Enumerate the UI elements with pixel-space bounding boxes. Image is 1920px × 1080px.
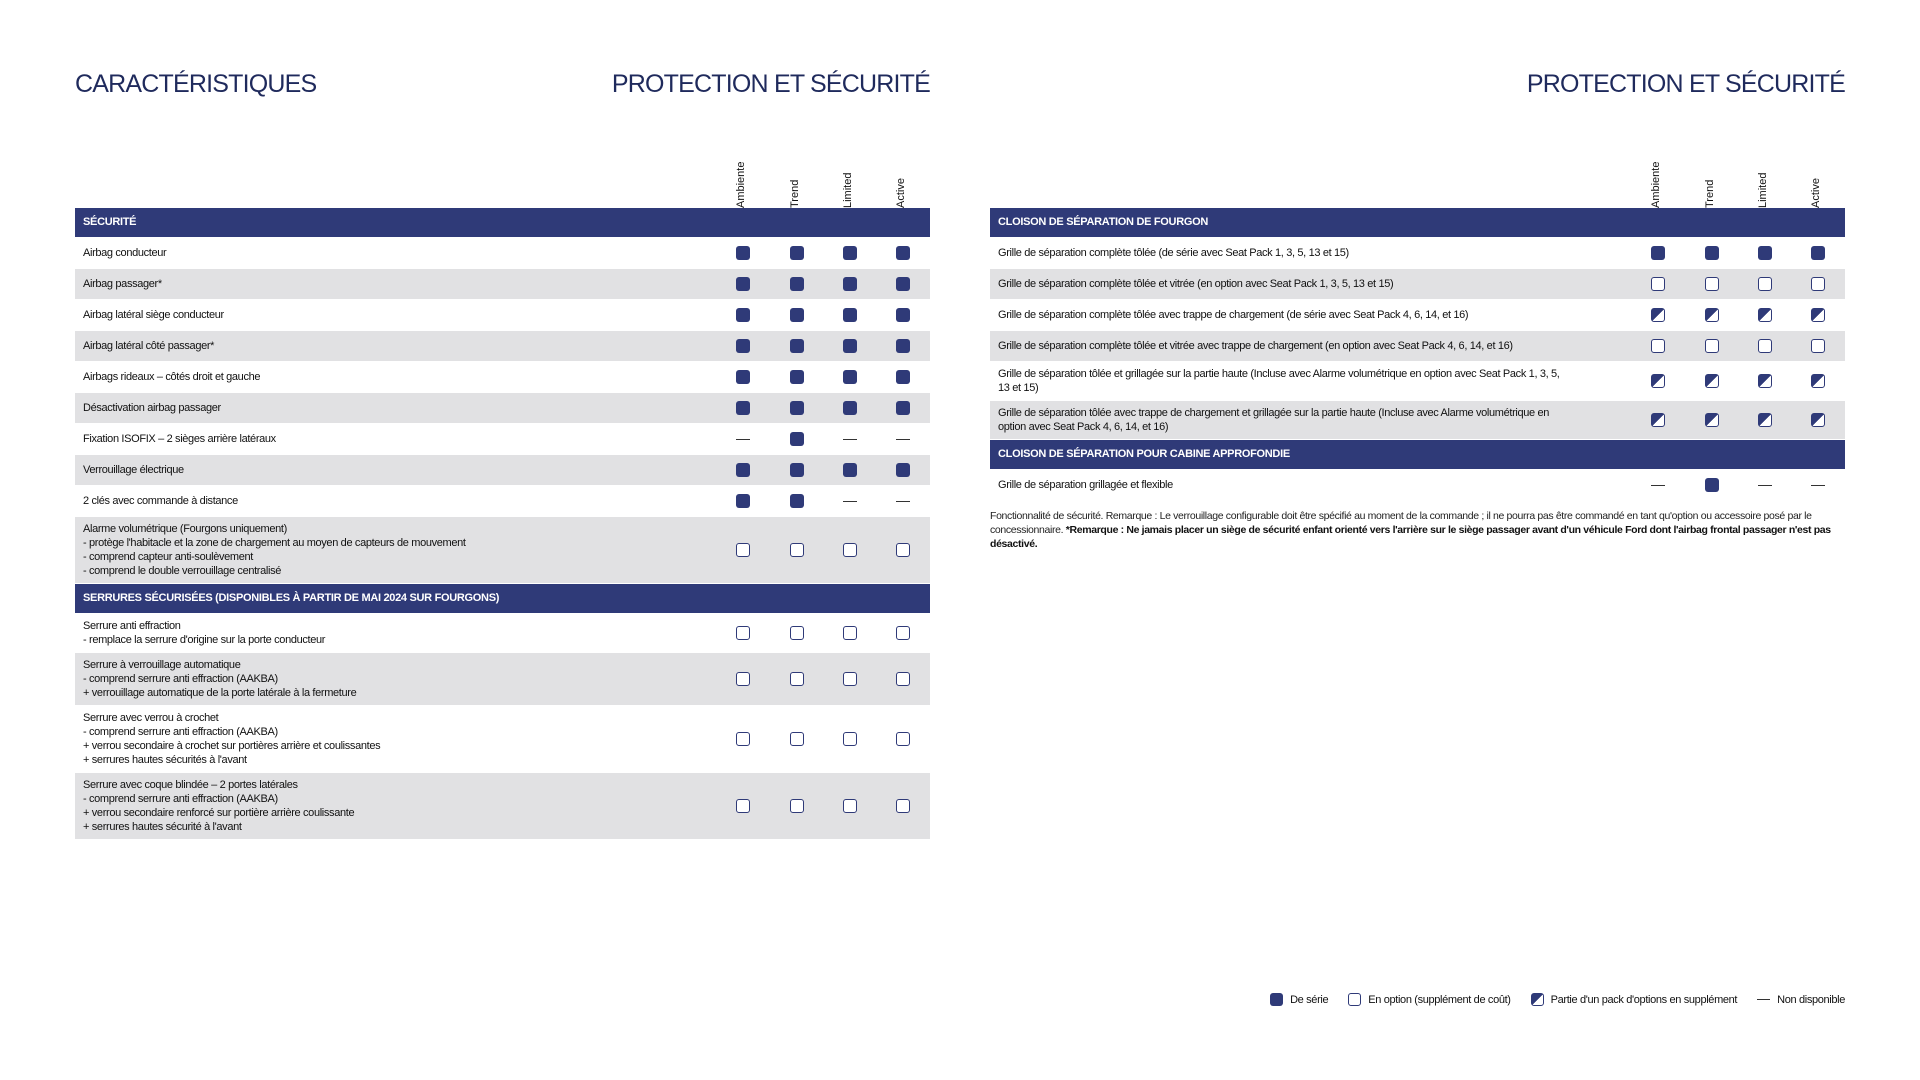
page-heading: CARACTÉRISTIQUES (75, 70, 317, 98)
feature-row (75, 393, 930, 424)
optional-empty-square-icon (843, 672, 857, 686)
feature-row (75, 706, 930, 773)
column-header-label: Limited (842, 172, 854, 208)
feature-label: Airbag latéral côté passager* (83, 340, 215, 352)
pack-half-filled-square-icon (1651, 374, 1665, 388)
feature-label: Serrure anti effraction - remplace la serrure d'origine sur la porte conducteur (83, 620, 326, 646)
optional-empty-square-icon (896, 732, 910, 746)
feature-label: Désactivation airbag passager (83, 402, 221, 414)
standard-filled-square-icon (843, 370, 857, 384)
optional-empty-square-icon (896, 626, 910, 640)
standard-filled-square-icon (896, 370, 910, 384)
standard-filled-square-icon (896, 463, 910, 477)
optional-empty-square-icon (736, 543, 750, 557)
column-header-limited (1758, 150, 1772, 208)
feature-label: Grille de séparation tôlée avec trappe de chargement et grillagée sur la partie haute (Incluse avec Alarme volumétrique en option avec Seat Pack 4, 6, 14, et 16) (998, 407, 1550, 433)
optional-empty-square-icon (843, 732, 857, 746)
feature-label: Airbag latéral siège conducteur (83, 309, 224, 321)
pack-half-filled-square-icon (1811, 374, 1825, 388)
feature-row (75, 238, 930, 269)
column-header-label: Active (1810, 178, 1822, 208)
column-headers (990, 150, 1845, 208)
legend-item (1270, 993, 1328, 1006)
column-header-ambiente (736, 150, 750, 208)
feature-label: Airbag passager* (83, 278, 162, 290)
feature-row (75, 773, 930, 840)
pack-half-filled-square-icon (1811, 413, 1825, 427)
pack-half-filled-square-icon (1705, 374, 1719, 388)
column-header-active (1811, 150, 1825, 208)
feature-label: Alarme volumétrique (Fourgons uniquement) - protège l'habitacle et la zone de chargement au moyen de capteurs de mouvement - comprend capteur anti-soulèvement - comprend le double verrouillage centralisé (83, 523, 466, 577)
standard-filled-square-icon (1270, 993, 1283, 1006)
standard-filled-square-icon (896, 277, 910, 291)
feature-row (990, 269, 1845, 300)
feature-row (990, 470, 1845, 501)
standard-filled-square-icon (736, 308, 750, 322)
feature-row (990, 238, 1845, 269)
standard-filled-square-icon (843, 277, 857, 291)
standard-filled-square-icon (790, 401, 804, 415)
standard-filled-square-icon (843, 401, 857, 415)
feature-row (75, 486, 930, 517)
optional-empty-square-icon (1811, 339, 1825, 353)
standard-filled-square-icon (896, 308, 910, 322)
column-header-limited (843, 150, 857, 208)
left-page-title: PROTECTION ET SÉCURITÉ (611, 70, 930, 98)
legend-label: Partie d'un pack d'options en supplément (1550, 993, 1738, 1006)
standard-filled-square-icon (843, 246, 857, 260)
pack-half-filled-square-icon (1531, 993, 1544, 1006)
standard-filled-square-icon (896, 339, 910, 353)
not-available-dash-icon (1811, 485, 1825, 486)
feature-label: Serrure à verrouillage automatique - comprend serrure anti effraction (AAKBA) + verrouillage automatique de la porte latérale à la fermeture (83, 659, 357, 699)
feature-row (990, 362, 1845, 401)
standard-filled-square-icon (843, 339, 857, 353)
legend-label: De série (1290, 993, 1329, 1006)
pack-half-filled-square-icon (1758, 308, 1772, 322)
optional-empty-square-icon (790, 799, 804, 813)
standard-filled-square-icon (896, 401, 910, 415)
left-feature-table (75, 150, 930, 840)
standard-filled-square-icon (736, 401, 750, 415)
legend-label: Non disponible (1777, 993, 1845, 1006)
standard-filled-square-icon (1705, 246, 1719, 260)
feature-label: 2 clés avec commande à distance (83, 495, 238, 507)
standard-filled-square-icon (736, 339, 750, 353)
standard-filled-square-icon (1758, 246, 1772, 260)
right-feature-table (990, 150, 1845, 551)
pack-half-filled-square-icon (1811, 308, 1825, 322)
feature-label: Grille de séparation tôlée et grillagée sur la partie haute (Incluse avec Alarme volumétrique en option avec Seat Pack 1, 3, 5, 13 et 15) (998, 368, 1560, 394)
column-header-label: Ambiente (1650, 161, 1662, 208)
legend (1250, 993, 1845, 1006)
optional-empty-square-icon (790, 672, 804, 686)
feature-label: Serrure avec coque blindée – 2 portes latérales - comprend serrure anti effraction (AAKBA) + verrou secondaire renforcé sur portière arrière coulissante + serrures hautes sécurité à l'avant (83, 779, 355, 833)
feature-label: Grille de séparation complète tôlée avec trappe de chargement (de série avec Seat Pack 4, 6, 14, et 16) (998, 309, 1469, 321)
standard-filled-square-icon (843, 463, 857, 477)
optional-empty-square-icon (896, 543, 910, 557)
not-available-dash-icon (1758, 485, 1772, 486)
standard-filled-square-icon (790, 463, 804, 477)
feature-row (75, 300, 930, 331)
feature-row (75, 269, 930, 300)
not-available-dash-icon (736, 439, 750, 440)
feature-row (75, 614, 930, 653)
not-available-dash-icon (896, 501, 910, 502)
optional-empty-square-icon (736, 626, 750, 640)
optional-empty-square-icon (1758, 339, 1772, 353)
feature-row (75, 362, 930, 393)
standard-filled-square-icon (790, 494, 804, 508)
standard-filled-square-icon (736, 370, 750, 384)
column-header-label: Active (895, 178, 907, 208)
feature-label: Grille de séparation complète tôlée (de série avec Seat Pack 1, 3, 5, 13 et 15) (998, 247, 1349, 259)
optional-empty-square-icon (790, 543, 804, 557)
feature-label: Serrure avec verrou à crochet - comprend serrure anti effraction (AAKBA) + verrou secondaire à crochet sur portières arrière et coulissantes + serrures hautes sécurités à l'avant (83, 712, 381, 766)
standard-filled-square-icon (843, 308, 857, 322)
feature-row (990, 331, 1845, 362)
not-available-dash-icon (1757, 999, 1770, 1000)
footnote-warning: *Remarque : Ne jamais placer un siège de sécurité enfant orienté vers l'arrière sur le siège passager avant d'un véhicule Ford dont l'airbag frontal passager n'est pas désactivé. (990, 524, 1831, 550)
pack-half-filled-square-icon (1758, 374, 1772, 388)
optional-empty-square-icon (736, 799, 750, 813)
feature-row (75, 424, 930, 455)
footnote-text: Fonctionnalité de sécurité. Remarque : Le verrouillage configurable doit être spécifié au moment de la commande ; il ne pourra pas être commandé en tant qu'option ou accessoire posé par le concessionnaire. (990, 510, 1812, 536)
optional-empty-square-icon (1758, 277, 1772, 291)
feature-label: Grille de séparation grillagée et flexible (998, 479, 1173, 491)
feature-row (75, 653, 930, 706)
optional-empty-square-icon (790, 626, 804, 640)
standard-filled-square-icon (896, 246, 910, 260)
optional-empty-square-icon (736, 672, 750, 686)
optional-empty-square-icon (843, 626, 857, 640)
feature-label: Airbag conducteur (83, 247, 167, 259)
feature-row (75, 517, 930, 584)
section-header: CLOISON DE SÉPARATION POUR CABINE APPROFONDIE (990, 440, 1845, 470)
standard-filled-square-icon (790, 370, 804, 384)
not-available-dash-icon (1651, 485, 1665, 486)
optional-empty-square-icon (843, 543, 857, 557)
not-available-dash-icon (843, 501, 857, 502)
standard-filled-square-icon (736, 494, 750, 508)
column-headers (75, 150, 930, 208)
standard-filled-square-icon (790, 339, 804, 353)
optional-empty-square-icon (896, 672, 910, 686)
feature-label: Verrouillage électrique (83, 464, 184, 476)
feature-label: Grille de séparation complète tôlée et vitrée avec trappe de chargement (en option avec Seat Pack 4, 6, 14, et 16) (998, 340, 1513, 352)
column-header-trend (790, 150, 804, 208)
standard-filled-square-icon (736, 463, 750, 477)
optional-empty-square-icon (843, 799, 857, 813)
optional-empty-square-icon (1811, 277, 1825, 291)
column-header-label: Limited (1757, 172, 1769, 208)
section-header: SERRURES SÉCURISÉES (DISPONIBLES À PARTIR DE MAI 2024 SUR FOURGONS) (75, 584, 930, 614)
section-header: CLOISON DE SÉPARATION DE FOURGON (990, 208, 1845, 238)
column-header-ambiente (1651, 150, 1665, 208)
feature-row (990, 401, 1845, 440)
feature-row (990, 300, 1845, 331)
standard-filled-square-icon (790, 277, 804, 291)
pack-half-filled-square-icon (1705, 413, 1719, 427)
column-header-label: Ambiente (735, 161, 747, 208)
optional-empty-square-icon (1348, 993, 1361, 1006)
optional-empty-square-icon (896, 799, 910, 813)
standard-filled-square-icon (736, 277, 750, 291)
column-header-trend (1705, 150, 1719, 208)
feature-row (75, 455, 930, 486)
optional-empty-square-icon (1651, 339, 1665, 353)
pack-half-filled-square-icon (1758, 413, 1772, 427)
standard-filled-square-icon (1651, 246, 1665, 260)
standard-filled-square-icon (736, 246, 750, 260)
standard-filled-square-icon (790, 432, 804, 446)
legend-item (1531, 993, 1738, 1006)
pack-half-filled-square-icon (1651, 308, 1665, 322)
standard-filled-square-icon (1811, 246, 1825, 260)
section-header: SÉCURITÉ (75, 208, 930, 238)
pack-half-filled-square-icon (1651, 413, 1665, 427)
legend-item (1757, 994, 1845, 1006)
feature-label: Airbags rideaux – côtés droit et gauche (83, 371, 261, 383)
column-header-active (896, 150, 910, 208)
column-header-label: Trend (1704, 179, 1716, 208)
feature-label: Grille de séparation complète tôlée et vitrée (en option avec Seat Pack 1, 3, 5, 13 et 15) (998, 278, 1394, 290)
column-header-label: Trend (789, 179, 801, 208)
legend-label: En option (supplément de coût) (1368, 993, 1511, 1006)
feature-label: Fixation ISOFIX – 2 sièges arrière latéraux (83, 433, 276, 445)
right-page-title: PROTECTION ET SÉCURITÉ (1526, 70, 1845, 98)
not-available-dash-icon (896, 439, 910, 440)
optional-empty-square-icon (1705, 277, 1719, 291)
pack-half-filled-square-icon (1705, 308, 1719, 322)
optional-empty-square-icon (790, 732, 804, 746)
standard-filled-square-icon (790, 308, 804, 322)
footnote (990, 509, 1845, 551)
optional-empty-square-icon (1651, 277, 1665, 291)
optional-empty-square-icon (1705, 339, 1719, 353)
feature-row (75, 331, 930, 362)
standard-filled-square-icon (790, 246, 804, 260)
legend-item (1348, 993, 1510, 1006)
not-available-dash-icon (843, 439, 857, 440)
standard-filled-square-icon (1705, 478, 1719, 492)
optional-empty-square-icon (736, 732, 750, 746)
